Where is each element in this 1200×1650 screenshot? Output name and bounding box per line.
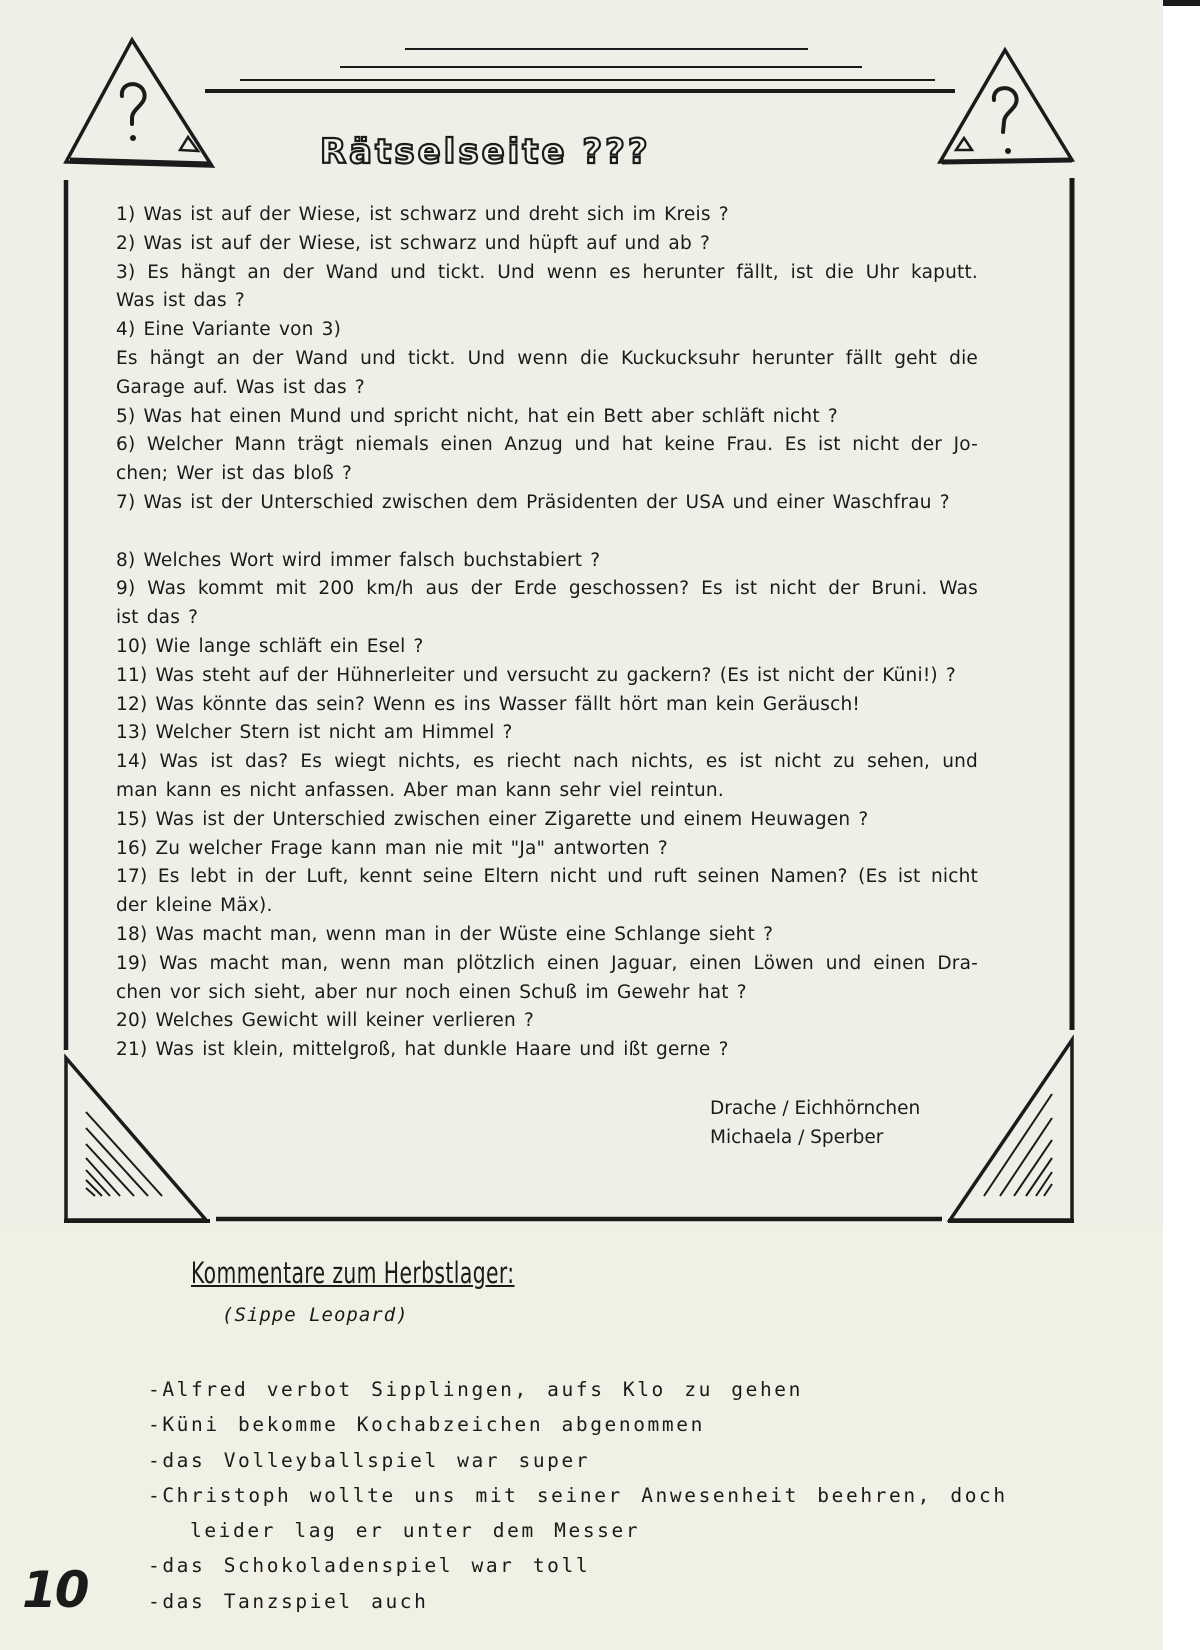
riddle-line: Es hängt an der Wand und tickt. Und wenn die Kuckucksuhr herunter fällt geht die [116, 347, 978, 369]
riddle-line: 15) Was ist der Unterschied zwischen einer Zigarette und einem Heuwagen ? [116, 808, 869, 830]
riddle-line: Was ist das ? [116, 290, 245, 312]
comments-title: Kommentare zum Herbstlager: [191, 1256, 515, 1290]
page-number: 10 [22, 1561, 88, 1619]
riddle-line: 12) Was könnte das sein? Wenn es ins Wasser fällt hört man kein Geräusch! [116, 693, 861, 715]
riddle-line: 10) Wie lange schläft ein Esel ? [116, 635, 424, 657]
hatched-triangle-left-icon [64, 1058, 210, 1221]
riddle-line: chen; Wer ist das bloß ? [116, 463, 353, 485]
question-triangle-left-icon [66, 40, 212, 166]
comment-item: -das Volleyballspiel war super [148, 1448, 591, 1472]
riddle-line: 18) Was macht man, wenn man in der Wüste eine Schlange sieht ? [116, 923, 774, 945]
riddle-line: 6) Welcher Mann trägt niemals einen Anzug und hat keine Frau. Es ist nicht der Jo- [116, 434, 978, 456]
riddle-line: chen vor sich sieht, aber nur noch einen Schuß im Gewehr hat ? [116, 981, 747, 1003]
riddle-list [116, 201, 978, 1065]
hatched-triangle-right-icon [948, 1040, 1074, 1221]
comment-item: -Christoph wollte uns mit seiner Anwesenheit beehren, doch [148, 1483, 1008, 1507]
riddle-gap [116, 518, 978, 547]
comment-item: -Alfred verbot Sipplingen, aufs Klo zu gehen [148, 1378, 803, 1401]
comment-item: -Küni bekomme Kochabzeichen abgenommen [148, 1413, 705, 1437]
comment-item: -das Tanzspiel auch [148, 1589, 429, 1613]
comment-item-continuation: leider lag er unter dem Messer [190, 1519, 641, 1543]
top-rules [205, 49, 955, 91]
riddle-line: 16) Zu welcher Frage kann man nie mit "Ja" antworten ? [116, 837, 668, 859]
riddle-line: Garage auf. Was ist das ? [116, 376, 365, 398]
comments-list [148, 1372, 1008, 1619]
riddle-line: 11) Was steht auf der Hühnerleiter und versucht zu gackern? (Es ist nicht der Küni!) ? [116, 664, 956, 686]
riddle-line: 9) Was kommt mit 200 km/h aus der Erde geschossen? Es ist nicht der Bruni. Was [116, 578, 978, 600]
riddle-line: der kleine Mäx). [116, 895, 273, 917]
riddle-line: 4) Eine Variante von 3) [116, 319, 342, 341]
author-signature [710, 1094, 920, 1152]
question-triangle-right-icon [940, 50, 1072, 162]
riddle-line: 8) Welches Wort wird immer falsch buchstabiert ? [116, 549, 601, 571]
riddle-line: 19) Was macht man, wenn man plötzlich einen Jaguar, einen Löwen und einen Dra- [116, 952, 978, 974]
riddle-line: 5) Was hat einen Mund und spricht nicht, hat ein Bett aber schläft nicht ? [116, 405, 838, 427]
riddle-line: 1) Was ist auf der Wiese, ist schwarz und dreht sich im Kreis ? [116, 204, 729, 225]
comments-subtitle: (Sippe Leopard) [222, 1304, 409, 1326]
signature-line: Drache / Eichhörnchen [710, 1098, 921, 1119]
riddle-line: 20) Welches Gewicht will keiner verlieren ? [116, 1010, 534, 1032]
riddle-line: 21) Was ist klein, mittelgroß, hat dunkle Haare und ißt gerne ? [116, 1039, 729, 1061]
riddle-line: 13) Welcher Stern ist nicht am Himmel ? [116, 722, 513, 744]
riddle-line: 17) Es lebt in der Luft, kennt seine Eltern nicht und ruft seinen Namen? (Es ist nicht [116, 866, 978, 888]
riddle-line: 2) Was ist auf der Wiese, ist schwarz und hüpft auf und ab ? [116, 232, 711, 254]
riddle-line: 7) Was ist der Unterschied zwischen dem Präsidenten der USA und einer Waschfrau ? [116, 491, 950, 513]
page-title: Rätselseite ??? [320, 132, 651, 172]
riddle-line: 14) Was ist das? Es wiegt nichts, es riecht nach nichts, es ist nicht zu sehen, und [116, 751, 978, 773]
comment-item: -das Schokoladenspiel war toll [148, 1554, 591, 1578]
riddle-line: 3) Es hängt an der Wand und tickt. Und wenn es herunter fällt, ist die Uhr kaputt. [116, 261, 978, 283]
riddle-line: man kann es nicht anfassen. Aber man kann sehr viel reintun. [116, 779, 724, 801]
riddle-line: ist das ? [116, 607, 199, 629]
signature-line: Michaela / Sperber [710, 1127, 884, 1148]
